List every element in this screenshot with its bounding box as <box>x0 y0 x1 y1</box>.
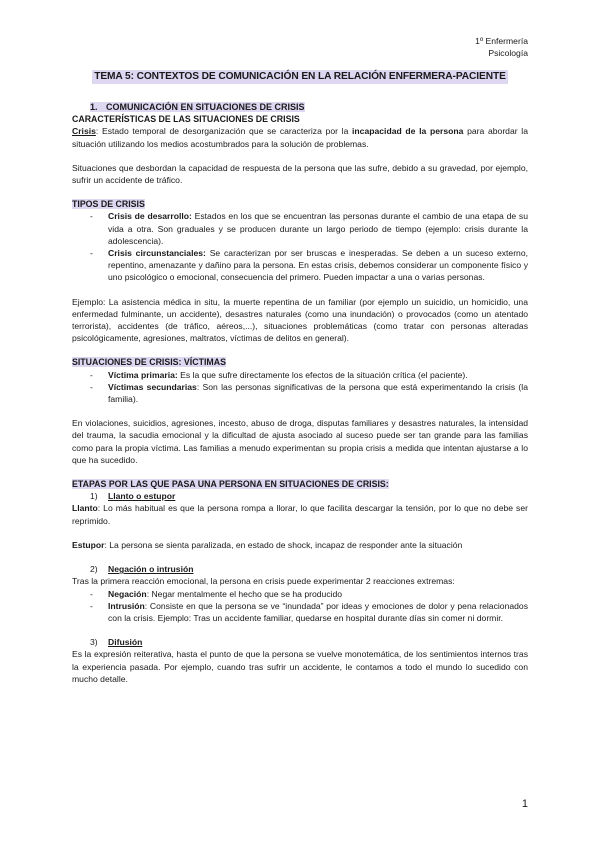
tipos-list <box>72 210 528 283</box>
section-1-heading <box>72 101 528 113</box>
stage-2-intro: Tras la primera reacción emocional, la persona en crisis puede experimentar 2 reacciones extremas: <box>72 576 455 587</box>
stage-2-heading: 2) Negación o intrusión <box>90 564 194 575</box>
document-body <box>72 101 528 685</box>
section-1-number: 1. <box>90 102 98 112</box>
section-1-title: COMUNICACIÓN EN SITUACIONES DE CRISIS <box>106 102 305 112</box>
page-header <box>475 35 528 59</box>
tipos-heading: TIPOS DE CRISIS <box>72 199 145 210</box>
crisis-definition: Crisis: Estado temporal de desorganización que se caracteriza por la incapacidad de la persona para abordar la situación utilizando los medios acostumbrados para la solución de problemas. <box>72 126 528 149</box>
stage-2-list <box>72 588 528 625</box>
victimas-list <box>72 369 528 406</box>
list-item: - Negación: Negar mentalmente el hecho que se ha producido <box>108 588 528 600</box>
list-item: - Crisis circunstanciales: Se caracterizan por ser bruscas e inesperadas. Se deben a un suceso externo, repentino, amenazante y dañino para la persona. En estas crisis, debemos considerar un componente físico y uno psicológico o emocional, consecuencia del primero. Pueden impactar a una o varias personas. <box>108 247 528 284</box>
tipos-example-paragraph: Ejemplo: La asistencia médica in situ, la muerte repentina de un familiar (por ejemplo un suicidio, un homicidio, una enfermedad fulminante, un accidente), desastres naturales (como una inundación) o provocados (como un atentado terrorista), accidentes (de tráfico, aéreos,...), situaciones problemáticas (como tratar con personas alteradas psicológicamente, agresiones, maltratos, víctimas de delitos en general). <box>72 296 528 344</box>
list-item: - Víctimas secundarias: Son las personas significativas de la persona que está experimentando la crisis (la familia). <box>108 381 528 405</box>
header-subject: Psicología <box>488 48 528 58</box>
page-number: 1 <box>521 798 528 810</box>
etapas-heading: ETAPAS POR LAS QUE PASA UNA PERSONA EN SITUACIONES DE CRISIS: <box>72 479 389 490</box>
caracteristicas-heading: CARACTERÍSTICAS DE LAS SITUACIONES DE CRISIS <box>72 114 300 125</box>
crisis-term: Crisis <box>72 126 96 137</box>
crisis-situations-paragraph: Situaciones que desbordan la capacidad de respuesta de la persona que las sufre, debido a su gravedad, por ejemplo, sufrir un accidente de tráfico. <box>72 162 528 186</box>
victimas-paragraph: En violaciones, suicidios, agresiones, incesto, abuso de droga, disputas familiares y desastres naturales, la intensidad del trauma, la sacudia emocional y la dificultad de ajusta asociado al suceso puede ser tan grande para las familias como para la propia víctima. Las familias a menudo experimentan su propia crisis a medida que intentan ajustarse a lo que ha sucedido. <box>72 418 528 465</box>
title-wrap <box>72 70 528 84</box>
document-title: TEMA 5: CONTEXTOS DE COMUNICACIÓN EN LA RELACIÓN ENFERMERA-PACIENTE <box>92 70 508 84</box>
stage-1-heading: 1) Llanto o estupor <box>90 491 176 502</box>
victimas-heading: SITUACIONES DE CRISIS: VÍCTIMAS <box>72 357 226 368</box>
stage-3-paragraph: Es la expresión reiterativa, hasta el punto de que la persona se vuelve monotemática, de los sentimientos internos tras la experiencia pasada. Por ejemplo, cuando tras sufrir un accidente, le contamos a todo el mundo lo sucedido con mucho detalle. <box>72 649 528 684</box>
stage-3-heading: 3) Difusión <box>90 637 143 648</box>
llanto-paragraph: Llanto: Lo más habitual es que la persona rompa a llorar, lo que facilita descargar la tensión, por lo que no debe ser reprimido. <box>72 503 528 526</box>
header-course: 1º Enfermería <box>475 36 528 46</box>
list-item: - Víctima primaria: Es la que sufre directamente los efectos de la situación crítica (el paciente). <box>108 369 528 381</box>
estupor-paragraph: Estupor: La persona se sienta paralizada, en estado de shock, incapaz de responder ante la situación <box>72 539 463 550</box>
list-item: - Intrusión: Consiste en que la persona se ve “inundada” por ideas y emociones de dolor y pena relacionados con la crisis. Ejemplo: Tras un accidente familiar, quedarse en hospital durante días sin comer ni dormir. <box>108 600 528 624</box>
list-item: - Crisis de desarrollo: Estados en los que se encuentran las personas durante el cambio de una etapa de su vida a otra. Son graduales y se producen durante un largo periodo de tiempo (ejemplo: crisis durante la adolescencia). <box>108 210 528 247</box>
